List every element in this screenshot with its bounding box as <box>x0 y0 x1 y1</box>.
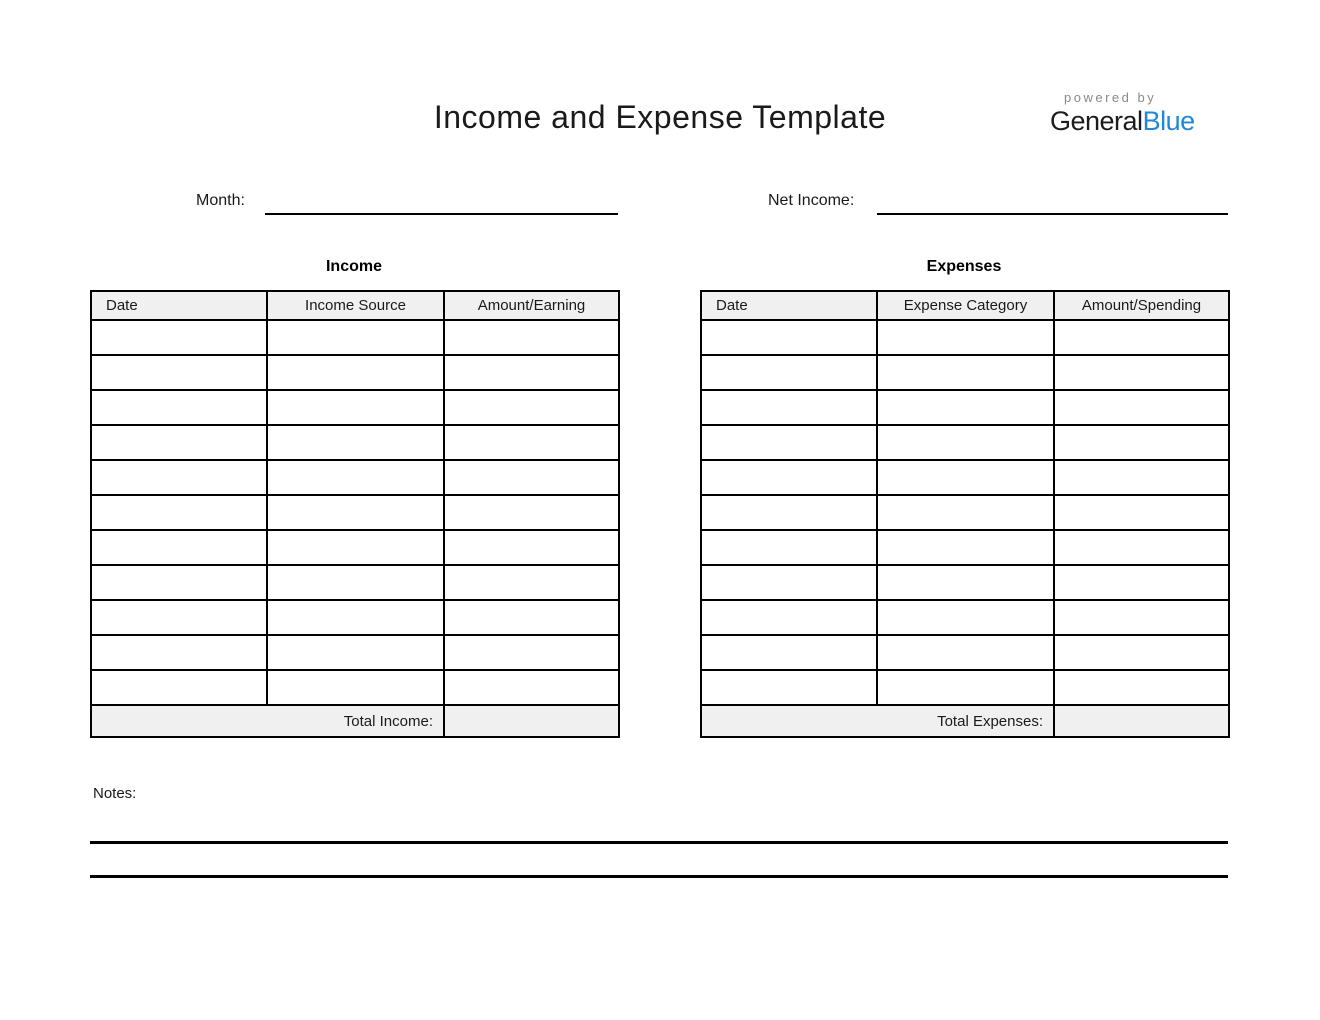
notes-line-1[interactable] <box>90 841 1228 844</box>
empty-cell[interactable] <box>267 565 444 600</box>
empty-cell[interactable] <box>91 320 267 355</box>
expenses-column-header-amount: Amount/Spending <box>1054 291 1229 320</box>
notes-label: Notes: <box>93 785 137 802</box>
table-row <box>701 425 1229 460</box>
table-row <box>91 460 619 495</box>
empty-cell[interactable] <box>1054 600 1229 635</box>
table-row <box>91 495 619 530</box>
empty-cell[interactable] <box>267 425 444 460</box>
empty-cell[interactable] <box>444 355 619 390</box>
powered-by-text: powered by <box>1064 90 1157 105</box>
table-row <box>701 495 1229 530</box>
empty-cell[interactable] <box>91 635 267 670</box>
table-row <box>701 635 1229 670</box>
expenses-section-title: Expenses <box>926 258 1002 275</box>
empty-cell[interactable] <box>701 530 877 565</box>
empty-cell[interactable] <box>877 460 1054 495</box>
month-label: Month: <box>196 192 245 209</box>
page-title: Income and Expense Template <box>433 99 887 135</box>
table-row <box>91 600 619 635</box>
table-row <box>701 530 1229 565</box>
table-row <box>91 355 619 390</box>
expenses-table <box>700 290 1230 738</box>
empty-cell[interactable] <box>1054 320 1229 355</box>
empty-cell[interactable] <box>701 355 877 390</box>
empty-cell[interactable] <box>267 530 444 565</box>
empty-cell[interactable] <box>444 600 619 635</box>
income-column-header-date: Date <box>91 291 267 320</box>
total-income-value-cell[interactable] <box>444 705 619 737</box>
empty-cell[interactable] <box>267 355 444 390</box>
table-row <box>91 425 619 460</box>
empty-cell[interactable] <box>444 530 619 565</box>
brand-primary-text: General <box>1050 106 1143 136</box>
empty-cell[interactable] <box>444 390 619 425</box>
month-input-line[interactable] <box>265 213 618 215</box>
empty-cell[interactable] <box>444 565 619 600</box>
net-income-label: Net Income: <box>768 192 855 209</box>
empty-cell[interactable] <box>701 495 877 530</box>
empty-cell[interactable] <box>91 565 267 600</box>
empty-cell[interactable] <box>267 390 444 425</box>
table-row <box>91 530 619 565</box>
empty-cell[interactable] <box>1054 425 1229 460</box>
income-total-row <box>91 705 619 737</box>
net-income-input-line[interactable] <box>877 213 1228 215</box>
income-table <box>90 290 620 738</box>
empty-cell[interactable] <box>701 460 877 495</box>
brand-accent-text: Blue <box>1142 106 1195 136</box>
empty-cell[interactable] <box>91 425 267 460</box>
income-column-header-amount: Amount/Earning <box>444 291 619 320</box>
empty-cell[interactable] <box>1054 460 1229 495</box>
empty-cell[interactable] <box>1054 355 1229 390</box>
empty-cell[interactable] <box>267 635 444 670</box>
empty-cell[interactable] <box>267 320 444 355</box>
table-row <box>91 635 619 670</box>
empty-cell[interactable] <box>267 460 444 495</box>
empty-cell[interactable] <box>444 495 619 530</box>
empty-cell[interactable] <box>1054 670 1229 705</box>
empty-cell[interactable] <box>91 390 267 425</box>
empty-cell[interactable] <box>701 670 877 705</box>
empty-cell[interactable] <box>444 670 619 705</box>
empty-cell[interactable] <box>1054 390 1229 425</box>
empty-cell[interactable] <box>91 530 267 565</box>
empty-cell[interactable] <box>877 390 1054 425</box>
empty-cell[interactable] <box>877 670 1054 705</box>
expenses-column-header-date: Date <box>701 291 877 320</box>
empty-cell[interactable] <box>444 460 619 495</box>
empty-cell[interactable] <box>1054 565 1229 600</box>
empty-cell[interactable] <box>877 355 1054 390</box>
empty-cell[interactable] <box>1054 495 1229 530</box>
empty-cell[interactable] <box>267 495 444 530</box>
empty-cell[interactable] <box>444 635 619 670</box>
empty-cell[interactable] <box>91 495 267 530</box>
empty-cell[interactable] <box>701 565 877 600</box>
empty-cell[interactable] <box>267 600 444 635</box>
table-row <box>91 320 619 355</box>
empty-cell[interactable] <box>701 320 877 355</box>
total-expenses-label: Total Expenses: <box>701 705 1054 737</box>
empty-cell[interactable] <box>877 600 1054 635</box>
notes-line-2[interactable] <box>90 875 1228 878</box>
empty-cell[interactable] <box>877 565 1054 600</box>
empty-cell[interactable] <box>91 355 267 390</box>
empty-cell[interactable] <box>877 425 1054 460</box>
empty-cell[interactable] <box>1054 530 1229 565</box>
expenses-column-header-category: Expense Category <box>877 291 1054 320</box>
empty-cell[interactable] <box>1054 635 1229 670</box>
brand-wordmark <box>1050 106 1230 137</box>
table-row <box>701 460 1229 495</box>
empty-cell[interactable] <box>877 320 1054 355</box>
empty-cell[interactable] <box>701 425 877 460</box>
table-row <box>701 600 1229 635</box>
table-row <box>701 565 1229 600</box>
empty-cell[interactable] <box>91 670 267 705</box>
empty-cell[interactable] <box>701 390 877 425</box>
table-row <box>701 390 1229 425</box>
empty-cell[interactable] <box>701 600 877 635</box>
table-row <box>91 670 619 705</box>
income-header-row <box>91 291 619 320</box>
table-row <box>701 320 1229 355</box>
empty-cell[interactable] <box>444 425 619 460</box>
generalblue-logo <box>1050 90 1230 137</box>
income-column-header-source: Income Source <box>267 291 444 320</box>
empty-cell[interactable] <box>444 320 619 355</box>
empty-cell[interactable] <box>701 635 877 670</box>
total-income-label: Total Income: <box>91 705 444 737</box>
income-section-title: Income <box>325 258 382 275</box>
table-row <box>91 390 619 425</box>
empty-cell[interactable] <box>91 460 267 495</box>
table-row <box>701 670 1229 705</box>
expenses-header-row <box>701 291 1229 320</box>
empty-cell[interactable] <box>91 600 267 635</box>
empty-cell[interactable] <box>877 530 1054 565</box>
empty-cell[interactable] <box>877 495 1054 530</box>
expenses-total-row <box>701 705 1229 737</box>
empty-cell[interactable] <box>877 635 1054 670</box>
empty-cell[interactable] <box>267 670 444 705</box>
total-expenses-value-cell[interactable] <box>1054 705 1229 737</box>
table-row <box>91 565 619 600</box>
table-row <box>701 355 1229 390</box>
